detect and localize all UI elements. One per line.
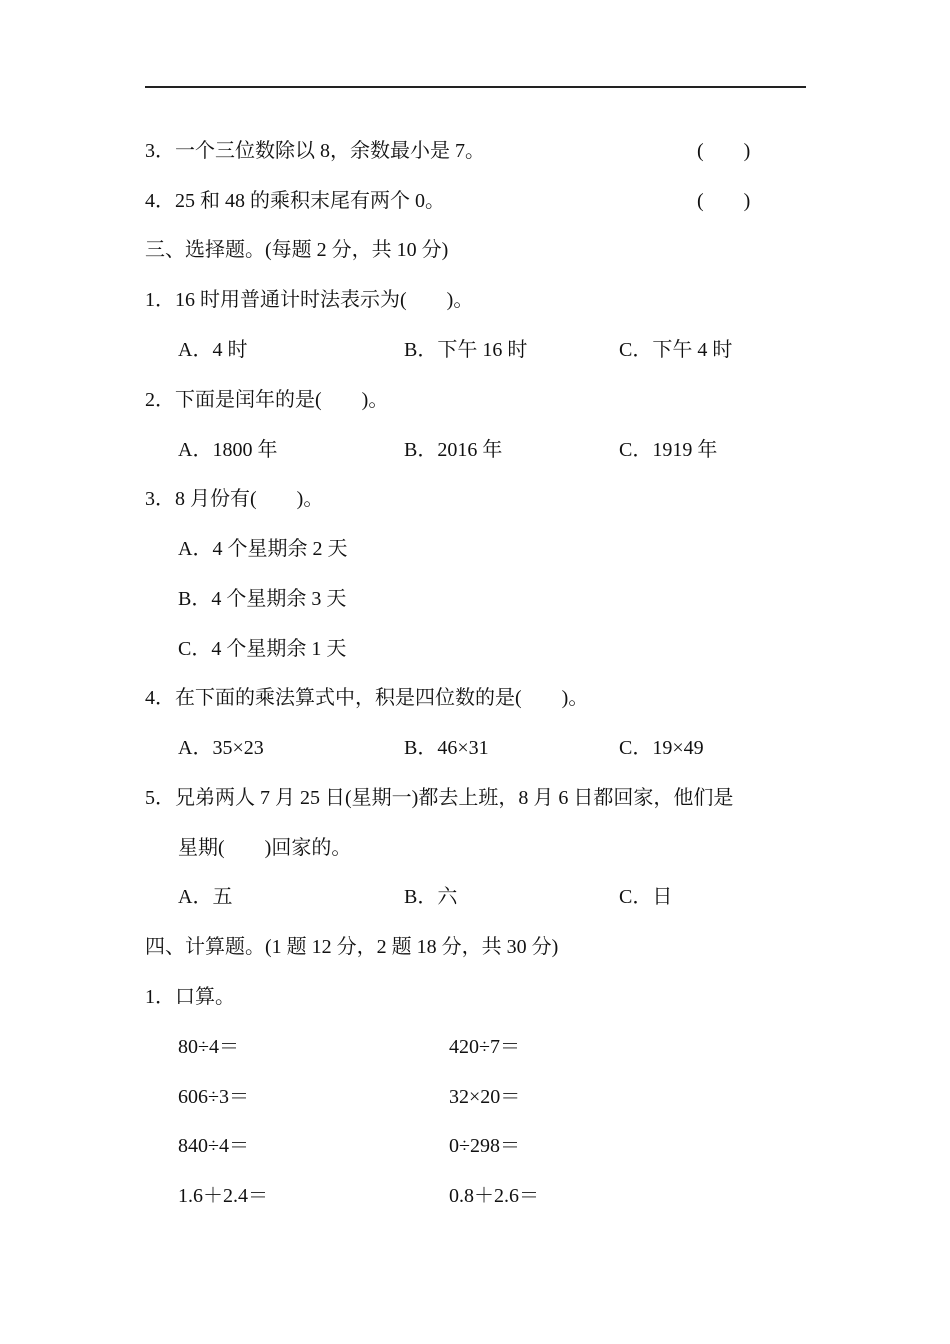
choice-question-1: 1．16 时用普通计时法表示为( )。 bbox=[145, 289, 474, 311]
judge-question-4: 4．25 和 48 的乘积末尾有两个 0。 bbox=[145, 190, 445, 212]
option-b[interactable]: B．46×31 bbox=[404, 737, 489, 759]
mental-math-item: 0.8＋2.6＝ bbox=[449, 1185, 539, 1207]
mental-math-item: 0÷298＝ bbox=[449, 1135, 520, 1157]
option-a[interactable]: A．1800 年 bbox=[178, 439, 278, 461]
option-c[interactable]: C．1919 年 bbox=[619, 439, 718, 461]
header-rule bbox=[145, 86, 806, 88]
mental-math-item: 32×20＝ bbox=[449, 1086, 521, 1108]
option-c[interactable]: C．下午 4 时 bbox=[619, 339, 733, 361]
option-c[interactable]: C．4 个星期余 1 天 bbox=[178, 638, 347, 660]
mental-math-item: 80÷4＝ bbox=[178, 1036, 239, 1058]
option-c[interactable]: C．19×49 bbox=[619, 737, 704, 759]
choice-question-2: 2．下面是闰年的是( )。 bbox=[145, 389, 389, 411]
mental-math-item: 1.6＋2.4＝ bbox=[178, 1185, 268, 1207]
answer-blank[interactable]: ( ) bbox=[697, 190, 751, 212]
calc-question-1: 1．口算。 bbox=[145, 986, 235, 1008]
option-a[interactable]: A．35×23 bbox=[178, 737, 264, 759]
choice-question-5: 5．兄弟两人 7 月 25 日(星期一)都去上班，8 月 6 日都回家，他们是 bbox=[145, 787, 734, 809]
choice-question-4: 4．在下面的乘法算式中，积是四位数的是( )。 bbox=[145, 687, 589, 709]
choice-question-5-continued: 星期( )回家的。 bbox=[178, 837, 352, 859]
answer-blank[interactable]: ( ) bbox=[697, 140, 751, 162]
option-b[interactable]: B．下午 16 时 bbox=[404, 339, 528, 361]
option-a[interactable]: A．五 bbox=[178, 886, 233, 908]
option-b[interactable]: B．2016 年 bbox=[404, 439, 503, 461]
section-heading-calculation: 四、计算题。(1 题 12 分，2 题 18 分，共 30 分) bbox=[145, 936, 559, 958]
option-b[interactable]: B．4 个星期余 3 天 bbox=[178, 588, 347, 610]
option-a[interactable]: A．4 个星期余 2 天 bbox=[178, 538, 348, 560]
choice-question-3: 3．8 月份有( )。 bbox=[145, 488, 324, 510]
option-a[interactable]: A．4 时 bbox=[178, 339, 248, 361]
option-c[interactable]: C．日 bbox=[619, 886, 673, 908]
mental-math-item: 606÷3＝ bbox=[178, 1086, 249, 1108]
mental-math-item: 420÷7＝ bbox=[449, 1036, 520, 1058]
section-heading-choice: 三、选择题。(每题 2 分，共 10 分) bbox=[145, 239, 449, 261]
option-b[interactable]: B．六 bbox=[404, 886, 458, 908]
judge-question-3: 3．一个三位数除以 8，余数最小是 7。 bbox=[145, 140, 485, 162]
mental-math-item: 840÷4＝ bbox=[178, 1135, 249, 1157]
